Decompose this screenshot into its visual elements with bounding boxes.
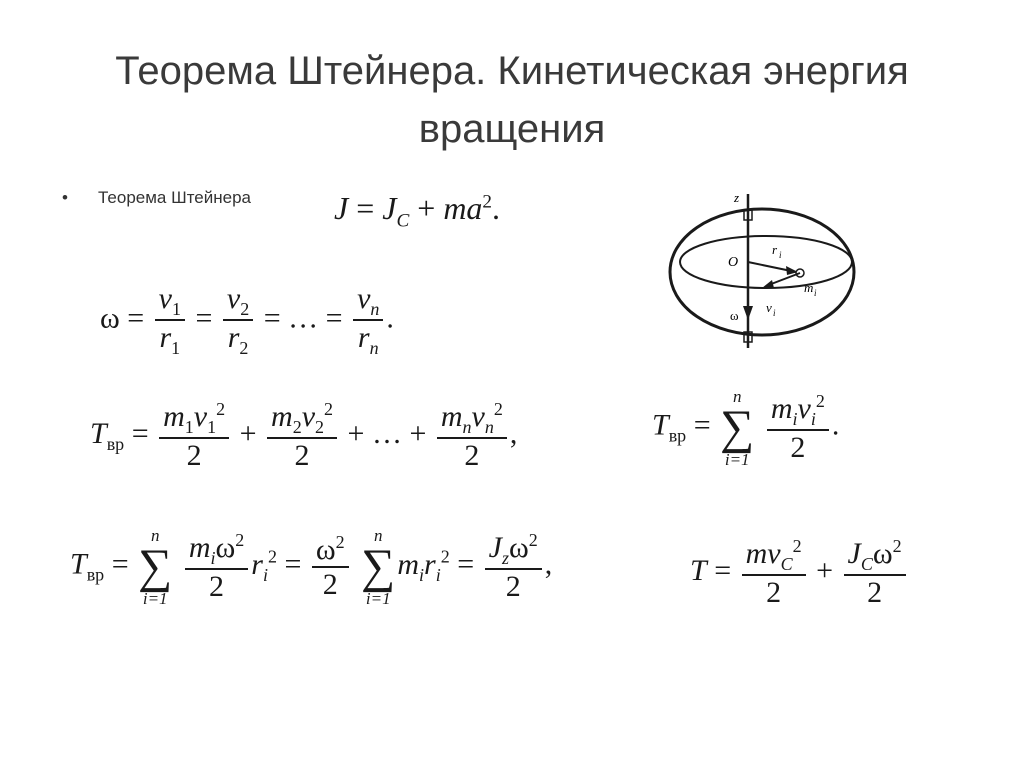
rotating-body-diagram xyxy=(662,186,862,356)
formula-kinetic-total: T = $\frac{mv_C^2}{2}$ + $\frac{J_C\omega^2}{2}$ xyxy=(690,537,909,609)
bullet-dot: • xyxy=(62,188,68,207)
mass-sub-label: i xyxy=(814,288,817,298)
omega-arrow-head xyxy=(743,306,753,320)
slide-title: Теорема Штейнера. Кинетическая энергия вращения xyxy=(115,49,909,151)
formula-kinetic-expanded: $T_{вр}$ = $\frac{m_1v_1^2}{2}$ + $\frac{m_2v_2^2}{2}$ + … + $\frac{m_nv_n^2}{2}$ , xyxy=(90,399,518,472)
bullet-item xyxy=(62,188,251,208)
velocity-sub-label: i xyxy=(773,308,776,318)
axis-label: z xyxy=(734,190,740,205)
formula-omega: ω = $\frac{v_1}{r_1}$ = $\frac{v_2}{r_2}$ = … = $\frac{v_n}{r_n}$ . xyxy=(100,282,394,358)
velocity-label: v xyxy=(766,300,772,315)
radius-label: r xyxy=(772,242,778,257)
mass-label: m xyxy=(804,280,814,295)
origin-label: O xyxy=(728,255,739,270)
formula-kinetic-rotation: $T_{вр}$ = n ∑ i=1 $\frac{m_i\omega^2}{2}$ $r_i^2$ = $\frac{\omega^2}{2}$ n ∑ i=1 $m_ir_i^2$ = $\frac{J_z\omega^2}{2}$ , xyxy=(70,526,553,608)
formula-kinetic-sum: $T_{вр}$ = n ∑ i=1 $\frac{m_iv_i^2}{2}$ . xyxy=(652,387,840,469)
radius-sub-label: i xyxy=(779,250,782,260)
body-outline xyxy=(670,209,854,335)
bullet-text: Теорема Штейнера xyxy=(98,188,251,207)
rotation-orbit xyxy=(680,236,852,288)
formula-steiner: $J = J_C + ma^2$. xyxy=(334,190,501,232)
omega-label: ω xyxy=(730,308,739,323)
